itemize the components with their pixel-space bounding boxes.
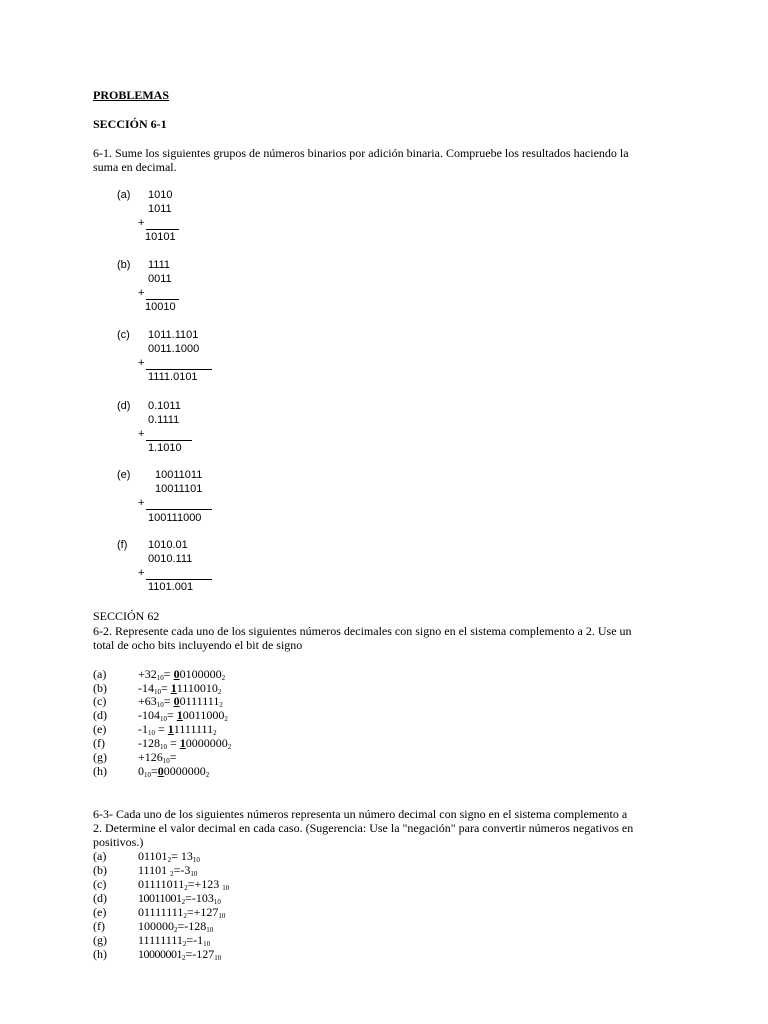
decimal-label: (c) bbox=[93, 877, 107, 891]
sum-result: 10101 bbox=[145, 231, 176, 243]
base-subscript: 10 bbox=[148, 729, 155, 737]
magnitude-bits: 1110010 bbox=[176, 681, 218, 695]
plus-sign: + bbox=[138, 428, 145, 440]
item-label: (a) bbox=[117, 189, 131, 201]
decimal-value: 0 bbox=[138, 764, 144, 778]
base-subscript: 10 bbox=[156, 674, 164, 682]
base-subscript: 2 bbox=[227, 743, 232, 751]
magnitude-bits: 0000000 bbox=[163, 764, 206, 778]
sum-result: 1.1010 bbox=[148, 442, 182, 454]
decimal-row bbox=[138, 877, 229, 891]
decimal-answer: =-103 bbox=[185, 891, 214, 905]
binary-value: 11101 bbox=[138, 863, 171, 877]
sum-result: 100111000 bbox=[148, 512, 202, 524]
sum-result: 10010 bbox=[145, 301, 176, 313]
addend-1: 0.1011 bbox=[148, 400, 181, 412]
decimal-label: (g) bbox=[93, 933, 107, 947]
sign-bit: 1 bbox=[179, 736, 186, 750]
base-subscript: 10 bbox=[160, 715, 167, 723]
decimal-row bbox=[138, 891, 221, 905]
sign-bit: 1 bbox=[167, 722, 174, 736]
complement-row bbox=[138, 667, 225, 681]
base-subscript: 10 bbox=[154, 688, 161, 696]
equals: = bbox=[163, 667, 174, 681]
magnitude-bits: 0011000 bbox=[182, 708, 225, 722]
decimal-row bbox=[138, 933, 210, 947]
addend-1: 1010 bbox=[148, 189, 173, 201]
complement-label: (f) bbox=[93, 736, 105, 750]
complement-label: (d) bbox=[93, 708, 107, 722]
complement-row bbox=[138, 750, 177, 764]
sign-bit: 0 bbox=[173, 667, 180, 681]
item-label: (c) bbox=[117, 329, 130, 341]
binary-value: 100000 bbox=[138, 919, 174, 933]
decimal-label: (e) bbox=[93, 905, 107, 919]
base-subscript: 2 bbox=[217, 688, 222, 696]
addend-1: 1010.01 bbox=[148, 539, 188, 551]
addend-2: 0010.111 bbox=[148, 553, 193, 565]
complement-label: (h) bbox=[93, 764, 107, 778]
addend-2: 0.1111 bbox=[148, 414, 180, 426]
equals: = bbox=[169, 750, 177, 764]
magnitude-bits: 0111111 bbox=[179, 694, 220, 708]
equals: = bbox=[163, 694, 174, 708]
binary-value: 10011001 bbox=[138, 891, 182, 905]
base-subscript: 2 bbox=[213, 729, 217, 737]
decimal-value: -128 bbox=[138, 736, 160, 750]
equals: = bbox=[151, 764, 158, 778]
section-heading-6-1: SECCIÓN 6-1 bbox=[93, 117, 167, 131]
decimal-label: (h) bbox=[93, 947, 107, 961]
decimal-value: -104 bbox=[138, 708, 160, 722]
decimal-label: (a) bbox=[93, 849, 107, 863]
plus-sign: + bbox=[138, 357, 145, 369]
decimal-value: +63 bbox=[138, 694, 157, 708]
sign-bit: 1 bbox=[176, 708, 183, 722]
decimal-value: +32 bbox=[138, 667, 157, 681]
addend-1: 10011011 bbox=[155, 469, 203, 481]
decimal-answer: =-127 bbox=[185, 947, 215, 961]
problem-6-1-text-line1: 6-1. Sume los siguientes grupos de números binarios por adición binaria. Compruebe los resultados haciendo la bbox=[93, 146, 629, 160]
base-subscript: 10 bbox=[222, 884, 230, 892]
binary-value: 01111111 bbox=[138, 905, 184, 919]
plus-sign: + bbox=[138, 497, 145, 509]
complement-row bbox=[138, 681, 221, 695]
equals: = bbox=[155, 722, 168, 736]
magnitude-bits: 0100000 bbox=[179, 667, 222, 681]
problem-6-2-text-line1: 6-2. Represente cada uno de los siguientes números decimales con signo en el sistema complemento a 2. Use un bbox=[93, 624, 632, 638]
sum-result: 1111.0101 bbox=[148, 371, 198, 383]
decimal-row bbox=[138, 947, 221, 961]
complement-row bbox=[138, 764, 209, 778]
base-subscript: 10 bbox=[206, 926, 214, 934]
addend-1: 1111 bbox=[148, 259, 171, 271]
complement-label: (e) bbox=[93, 722, 107, 736]
base-subscript: 2 bbox=[184, 884, 188, 892]
item-label: (f) bbox=[117, 539, 128, 551]
page-title: PROBLEMAS bbox=[93, 88, 170, 102]
base-subscript: 10 bbox=[214, 954, 222, 962]
complement-label: (b) bbox=[93, 681, 107, 695]
binary-value: 01111011 bbox=[138, 877, 185, 891]
complement-row bbox=[138, 694, 223, 708]
decimal-row bbox=[138, 849, 200, 863]
item-label: (d) bbox=[117, 400, 131, 412]
complement-row bbox=[138, 736, 231, 750]
plus-sign: + bbox=[138, 217, 145, 229]
sum-result: 1101.001 bbox=[148, 581, 194, 593]
decimal-label: (b) bbox=[93, 863, 107, 877]
base-subscript: 10 bbox=[203, 940, 211, 948]
problem-6-3-text-line3: positivos.) bbox=[93, 835, 144, 849]
equals: = bbox=[167, 736, 180, 750]
base-subscript: 2 bbox=[219, 701, 223, 709]
base-subscript: 10 bbox=[156, 701, 164, 709]
problem-6-3-text-line2: 2. Determine el valor decimal en cada caso. (Sugerencia: Use la "negación" para convertir números negativos en bbox=[93, 821, 634, 835]
base-subscript: 2 bbox=[170, 870, 174, 878]
base-subscript: 2 bbox=[205, 771, 210, 779]
addend-2: 0011.1000 bbox=[148, 343, 200, 355]
plus-sign: + bbox=[138, 287, 145, 299]
magnitude-bits: 0000000 bbox=[185, 736, 228, 750]
sign-bit: 0 bbox=[173, 694, 180, 708]
base-subscript: 10 bbox=[218, 912, 226, 920]
base-subscript: 10 bbox=[162, 757, 170, 765]
decimal-label: (d) bbox=[93, 891, 107, 905]
binary-value: 01101 bbox=[138, 849, 168, 863]
binary-value: 10000001 bbox=[138, 947, 182, 961]
complement-row bbox=[138, 722, 217, 736]
decimal-label: (f) bbox=[93, 919, 105, 933]
base-subscript: 10 bbox=[144, 771, 151, 779]
section-heading-6-2: SECCIÓN 62 bbox=[93, 609, 160, 623]
base-subscript: 2 bbox=[183, 912, 187, 920]
decimal-value: -1 bbox=[138, 722, 148, 736]
base-subscript: 2 bbox=[224, 715, 228, 723]
magnitude-bits: 1111111 bbox=[173, 722, 214, 736]
complement-label: (c) bbox=[93, 694, 107, 708]
base-subscript: 2 bbox=[182, 954, 186, 962]
complement-label: (g) bbox=[93, 750, 107, 764]
sign-bit: 1 bbox=[170, 681, 177, 695]
sign-bit: 0 bbox=[157, 764, 164, 778]
base-subscript: 10 bbox=[160, 743, 167, 751]
complement-row bbox=[138, 708, 228, 722]
problem-6-3-text-line1: 6-3- Cada uno de los siguientes números representa un número decimal con signo en el sistema complemento a bbox=[93, 807, 628, 821]
problem-6-1-text-line2: suma en decimal. bbox=[93, 160, 177, 174]
base-subscript: 2 bbox=[167, 856, 172, 864]
base-subscript: 2 bbox=[221, 674, 226, 682]
addend-2: 1011 bbox=[148, 203, 172, 215]
equals: = bbox=[161, 681, 171, 695]
decimal-answer: = 13 bbox=[171, 849, 193, 863]
base-subscript: 2 bbox=[181, 898, 186, 906]
base-subscript: 2 bbox=[182, 940, 187, 948]
decimal-answer: =+123 bbox=[187, 877, 223, 891]
complement-label: (a) bbox=[93, 667, 107, 681]
base-subscript: 10 bbox=[192, 856, 200, 864]
addend-2: 0011 bbox=[148, 273, 172, 285]
base-subscript: 10 bbox=[190, 870, 198, 878]
decimal-answer: =+127 bbox=[186, 905, 219, 919]
binary-value: 11111111 bbox=[138, 933, 183, 947]
base-subscript: 2 bbox=[174, 926, 178, 934]
decimal-value: +126 bbox=[138, 750, 163, 764]
addend-1: 1011.1101 bbox=[148, 329, 199, 341]
base-subscript: 10 bbox=[213, 898, 221, 906]
decimal-row bbox=[138, 919, 213, 933]
decimal-value: -14 bbox=[138, 681, 154, 695]
plus-sign: + bbox=[138, 567, 145, 579]
sum-line bbox=[146, 509, 212, 510]
item-label: (b) bbox=[117, 259, 131, 271]
decimal-answer: =-128 bbox=[177, 919, 207, 933]
equals: = bbox=[167, 708, 177, 722]
decimal-row bbox=[138, 905, 225, 919]
decimal-answer: =-1 bbox=[186, 933, 204, 947]
addend-2: 10011101 bbox=[155, 483, 203, 495]
decimal-answer: =-3 bbox=[173, 863, 191, 877]
decimal-row bbox=[138, 863, 197, 877]
item-label: (e) bbox=[117, 469, 131, 481]
problem-6-2-text-line2: total de ocho bits incluyendo el bit de signo bbox=[93, 638, 303, 652]
